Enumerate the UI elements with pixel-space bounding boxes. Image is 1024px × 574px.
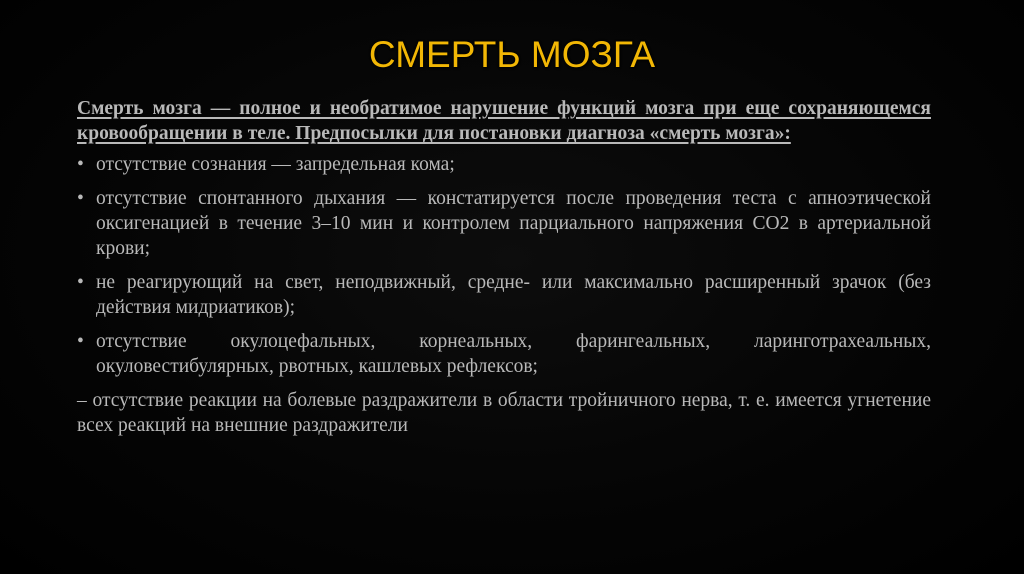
list-item-text: отсутствие спонтанного дыхания — констатируется после проведения теста с апноэтической оксигенацией в течение 3–10 мин и контролем парциального напряжения CO2 в артериальной крови;: [96, 188, 931, 259]
list-item-text: отсутствие окулоцефальных, корнеальных, фарингеальных, ларинготрахеальных, окуловестибулярных, рвотных, кашлевых рефлексов;: [96, 331, 931, 377]
list-item-text: не реагирующий на свет, неподвижный, средне- или максимально расширенный зрачок (без действия мидриатиков);: [96, 272, 931, 318]
list-item-text: – отсутствие реакции на болевые раздражители в области тройничного нерва, т. е. имеется угнетение всех реакций на внешние раздражители: [77, 390, 931, 436]
list-item-final: [77, 388, 931, 438]
criteria-list: [77, 152, 931, 438]
slide-content: [77, 96, 931, 447]
slide-title: СМЕРТЬ МОЗГА: [368, 34, 656, 75]
intro-paragraph: Смерть мозга — полное и необратимое нарушение функций мозга при еще сохраняющемся кровообращении в теле. Предпосылки для постановки диагноза «смерть мозга»:: [77, 98, 931, 144]
bullet-icon: •: [77, 331, 84, 352]
list-item: [77, 270, 931, 320]
list-item-text: отсутствие сознания — запредельная кома;: [96, 154, 455, 175]
bullet-icon: •: [77, 154, 84, 175]
list-item: [77, 186, 931, 261]
bullet-icon: •: [77, 272, 84, 293]
bullet-icon: •: [77, 188, 84, 209]
list-item: [77, 152, 931, 177]
list-item: [77, 329, 931, 379]
